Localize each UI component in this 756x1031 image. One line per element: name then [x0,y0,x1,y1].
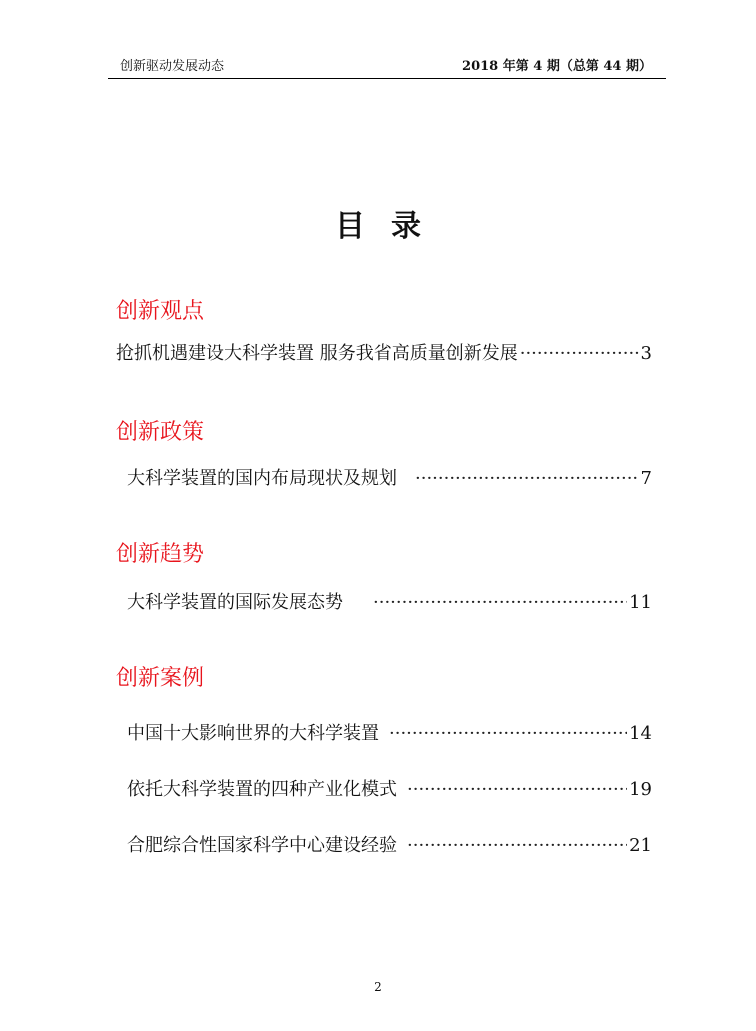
issue-info: 2018 年第 4 期（总第 44 期） [462,59,652,74]
dot-leader [407,833,627,859]
dot-leader [373,590,627,616]
section-heading-trend: 创新趋势 [116,542,205,567]
running-header [108,58,666,79]
toc-entry[interactable] [127,466,652,492]
toc-entry-title: 大科学装置的国内布局现状及规划 [127,468,397,489]
toc-entry-page: 7 [640,468,652,489]
toc-entry-page: 21 [629,835,652,856]
toc-entry-page: 14 [629,723,652,744]
toc-entry-page: 3 [640,343,652,364]
toc-entry-page: 19 [629,779,652,800]
toc-entry[interactable] [127,777,652,803]
toc-entry[interactable] [127,721,652,747]
toc-entry[interactable] [127,833,652,859]
section-heading-viewpoint: 创新观点 [116,299,205,324]
dot-leader [520,341,639,367]
dot-leader [389,721,627,747]
toc-entry-title: 合肥综合性国家科学中心建设经验 [127,835,397,856]
toc-entry-title: 中国十大影响世界的大科学装置 [127,723,379,744]
toc-entry-title: 抢抓机遇建设大科学装置 服务我省高质量创新发展 [116,343,518,364]
page-number: 2 [374,980,382,994]
publication-name: 创新驱动发展动态 [120,59,225,74]
toc-entry[interactable] [127,590,652,616]
toc-entry-title: 依托大科学装置的四种产业化模式 [127,779,397,800]
section-heading-cases: 创新案例 [116,666,205,691]
section-heading-policy: 创新政策 [116,420,205,445]
toc-entry[interactable] [116,341,652,367]
toc-entry-title: 大科学装置的国际发展态势 [127,592,343,613]
toc-entry-page: 11 [629,592,652,613]
dot-leader [415,466,639,492]
toc-title: 目录 [335,209,447,244]
dot-leader [407,777,627,803]
